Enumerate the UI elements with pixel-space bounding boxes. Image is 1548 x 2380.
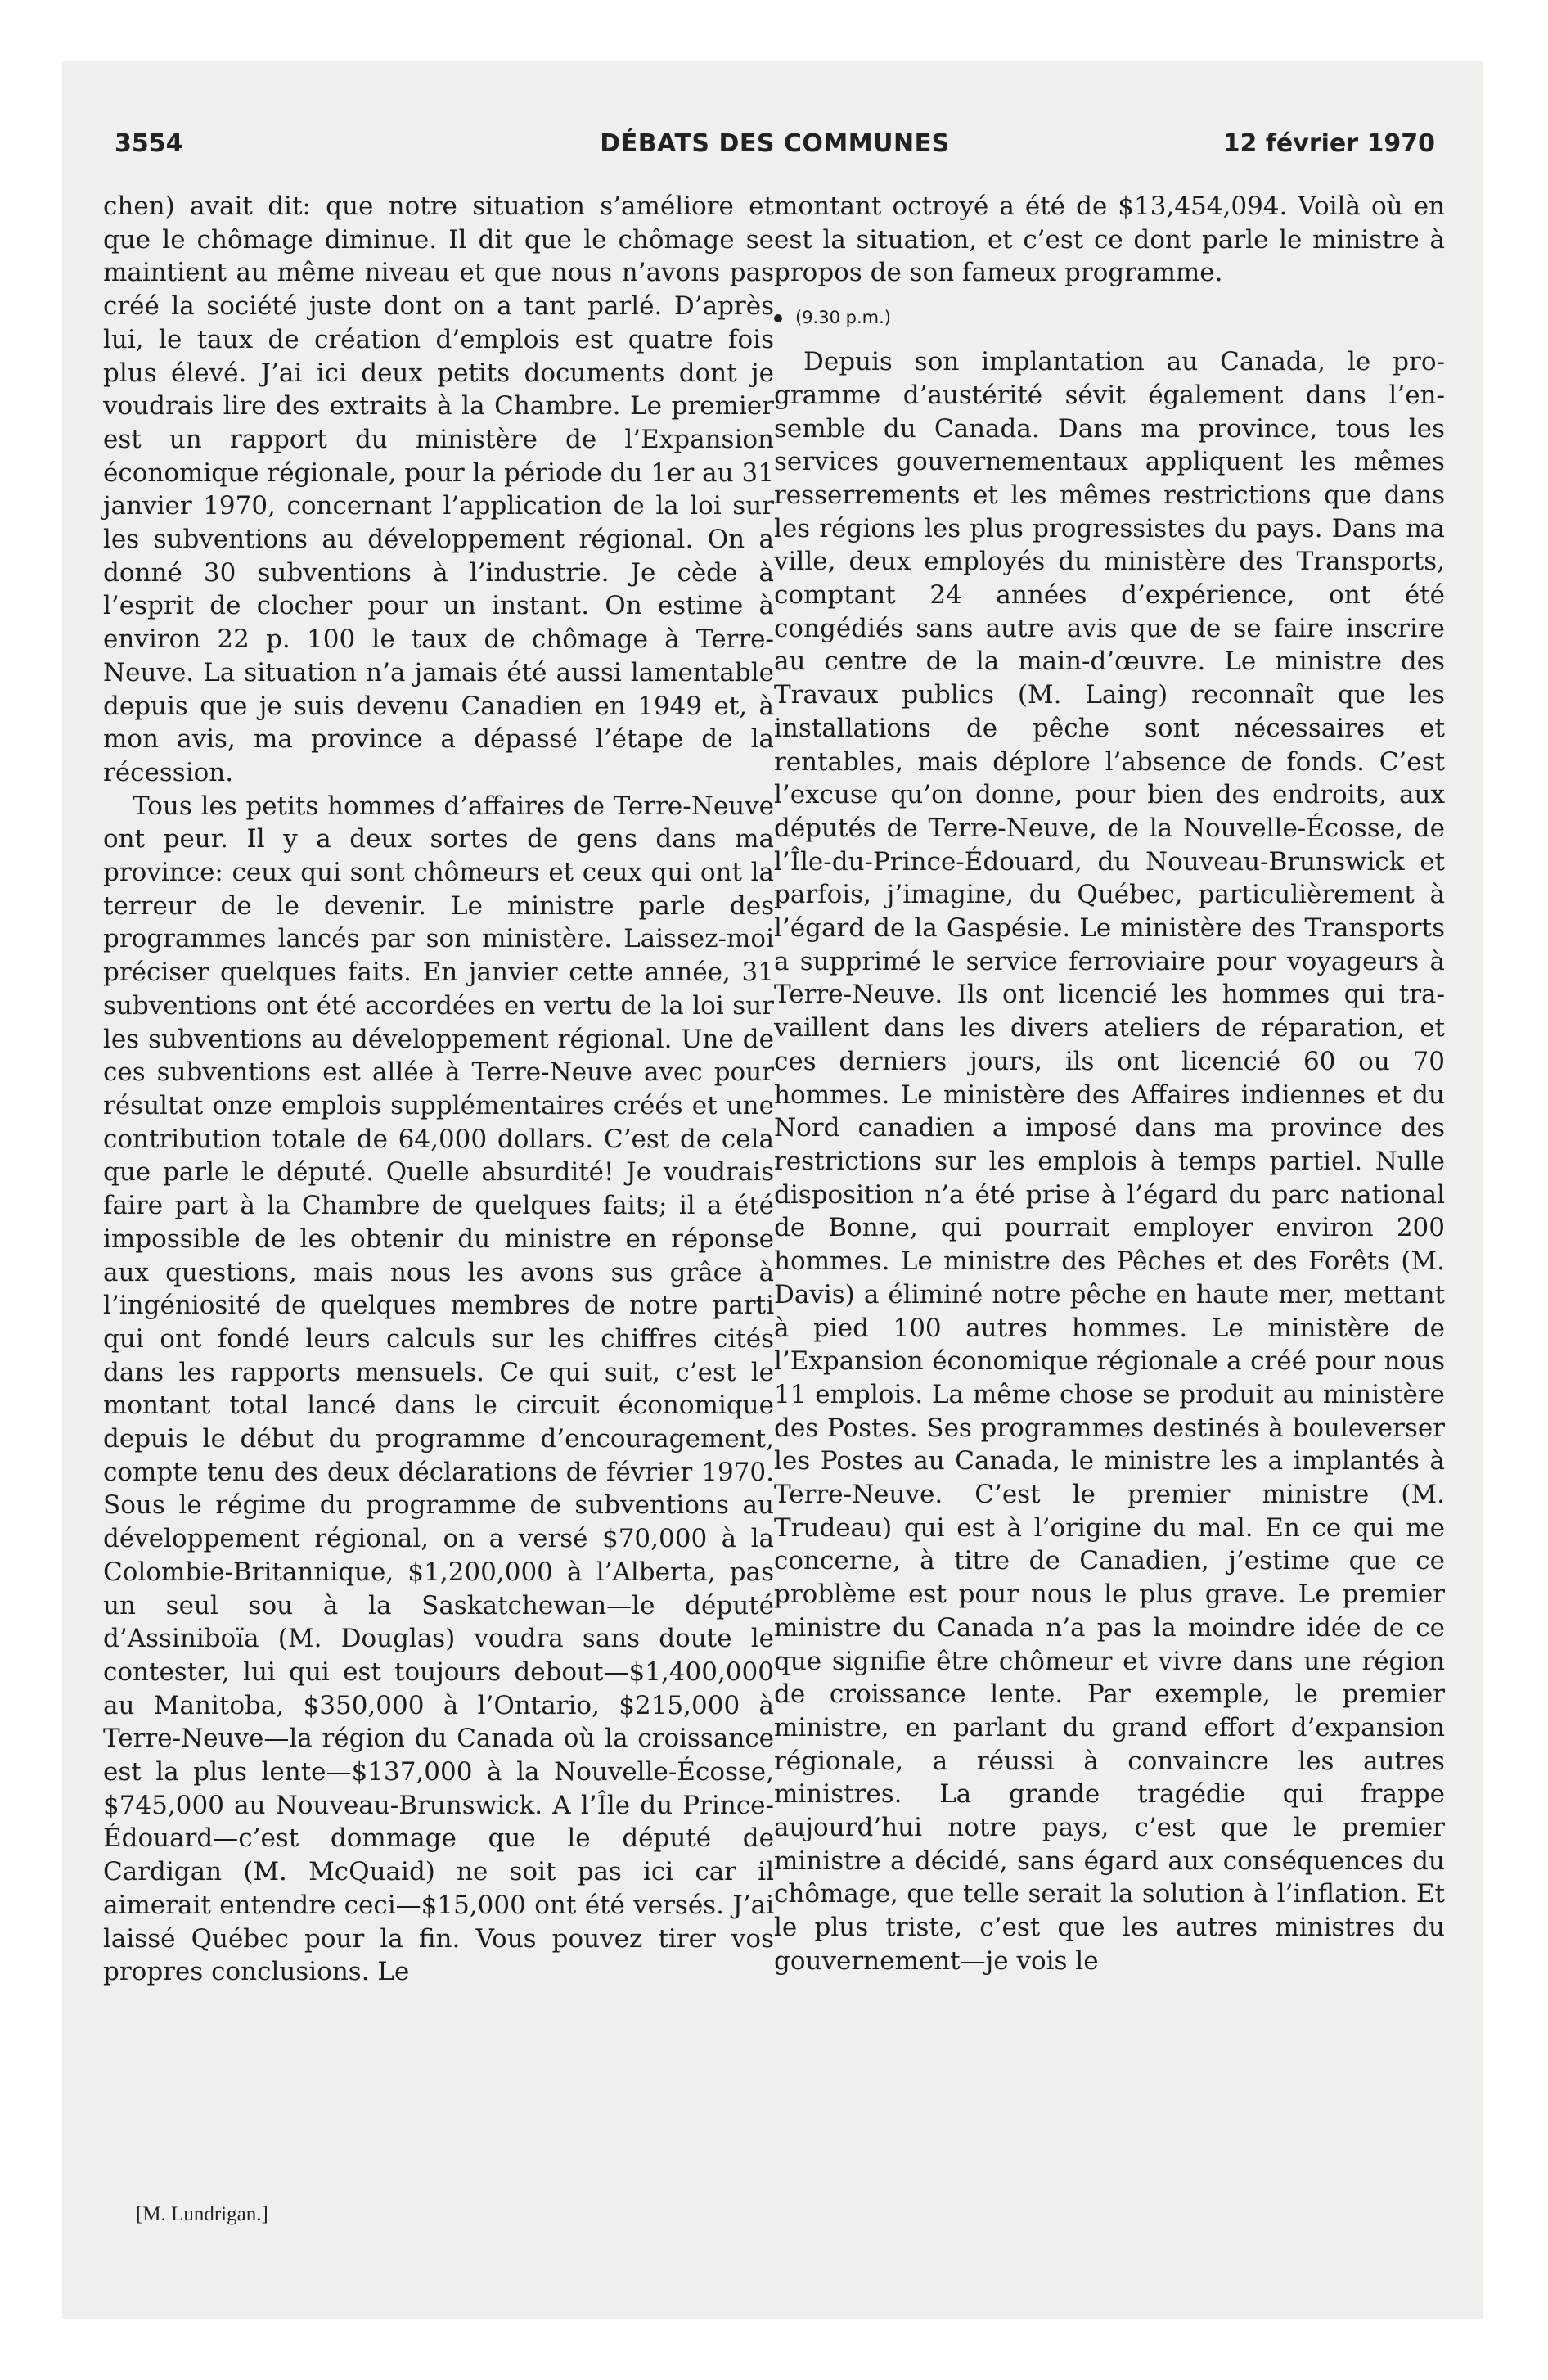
- time-stamp: (9.30 p.m.): [795, 308, 891, 328]
- right-paragraph-2: Depuis son implantation au Canada, le programme d’austérité sévit également dans l’ensemble du Canada. Dans ma province, tous les services gouvernementaux appliquent les mêmes resserrements et les mêmes restrictions que dans les régions les plus progressistes du pays. Dans ma ville, deux employés du ministère des Transports, comptant 24 années d’expérience, ont été congédiés sans autre avis que de se faire inscrire au centre de la main-d’œuvre. Le ministre des Travaux publics (M. Laing) reconnaît que les installations de pêche sont nécessaires et rentables, mais déplore l’absence de fonds. C’est l’excuse qu’on donne, pour bien des endroits, aux députés de Terre-Neuve, de la Nouvelle-Écosse, de l’Île-du-Prince-Édouard, du Nouveau-Brunswick et parfois, j’imagine, du Québec, particulièrement à l’égard de la Gaspésie. Le ministère des Transports a supprimé le service ferroviaire pour voyageurs à Terre-Neuve. Ils ont licencié les hommes qui travaillent dans les divers ateliers de réparation, et ces derniers jours, ils ont licencié 60 ou 70 hommes. Le ministère des Affaires indiennes et du Nord canadien a imposé dans ma province des restrictions sur les emplois à temps partiel. Nulle disposition n’a été prise à l’égard du parc national de Bonne, qui pourrait employer environ 200 hommes. Le ministre des Pêches et des Forêts (M. Davis) a éliminé notre pêche en haute mer, mettant à pied 100 autres hommes. Le ministère de l’Expansion économique régionale a créé pour nous 11 emplois. La même chose se produit au ministère des Postes. Ses programmes destinés à bouleverser les Postes au Canada, le ministre les a implantés à Terre-Neuve. C’est le premier ministre (M. Trudeau) qui est à l’origine du mal. En ce qui me concerne, à titre de Canadien, j’estime que ce problème est pour nous le plus grave. Le premier ministre du Canada n’a pas la moindre idée de ce que signifie être chômeur et vivre dans une région de croissance lente. Par exemple, le premier ministre, en parlant du grand effort d’expansion régionale, a réussi à convaincre les autres ministres. La grande tragédie qui frappe aujourd’hui notre pays, c’est que le premier ministre a décidé, sans égard aux conséquences du chômage, que telle serait la solution à l’inflation. Et le plus triste, c’est que les autres ministres du gouvernement—je vois le: [774, 347, 1445, 1976]
- left-column: [103, 190, 774, 1989]
- left-paragraph-1: chen) avait dit: que notre situation s’améliore et que le chômage diminue. Il dit que le chômage se maintient au même niveau et que nous n’avons pas créé la société juste dont on a tant parlé. D’après lui, le taux de création d’emplois est quatre fois plus élevé. J’ai ici deux petits documents dont je voudrais lire des extraits à la Chambre. Le premier est un rapport du ministère de l’Expansion économique régionale, pour la période du 1er au 31 janvier 1970, concernant l’application de la loi sur les subventions au développement régional. On a donné 30 subventions à l’industrie. Je cède à l’esprit de clocher pour un instant. On estime à environ 22 p. 100 le taux de chômage à Terre-Neuve. La situation n’a jamais été aussi lamentable depuis que je suis devenu Canadien en 1949 et, à mon avis, ma province a dépassé l’étape de la récession.: [103, 192, 774, 787]
- publication-title: DÉBATS DES COMMUNES: [600, 129, 950, 158]
- right-column: [774, 190, 1445, 1978]
- page-header: [115, 119, 1435, 169]
- speaker-attribution: [M. Lundrigan.]: [136, 2203, 268, 2225]
- left-paragraph-2: Tous les petits hommes d’affaires de Terre-Neuve ont peur. Il y a deux sortes de gens dans ma province: ceux qui sont chômeurs et ceux qui ont la terreur de le devenir. Le ministre parle des programmes lancés par son ministère. Laissez-moi préciser quelques faits. En janvier cette année, 31 subventions ont été accordées en vertu de la loi sur les subventions au développement régional. Une de ces subventions est allée à Terre-Neuve avec pour résultat onze emplois supplémentaires créés et une contribution totale de 64,000 dollars. C’est de cela que parle le député. Quelle absurdité! Je voudrais faire part à la Chambre de quelques faits; il a été impossible de les obtenir du ministre en réponse aux questions, mais nous les avons sus grâce à l’ingéniosité de quelques membres de notre parti qui ont fondé leurs calculs sur les chiffres cités dans les rapports mensuels. Ce qui suit, c’est le montant total lancé dans le circuit économique depuis le début du programme d’encouragement, compte tenu des deux déclarations de février 1970. Sous le régime du programme de subventions au développement régional, on a versé $70,000 à la Colombie-Britannique, $1,200,000 à l’Alberta, pas un seul sou à la Saskatchewan—le député d’Assiniboïa (M. Douglas) voudra sans doute le contester, lui qui est toujours debout—$1,400,000 au Manitoba, $350,000 à l’Ontario, $215,000 à Terre-Neuve—la région du Canada où la croissance est la plus lente—$137,000 à la Nouvelle-Écosse, $745,000 au Nouveau-Brunswick. A l’Île du Prince-Édouard—c’est dommage que le député de Cardigan (M. McQuaid) ne soit pas ici car il aimerait entendre ceci—$15,000 ont été versés. J’ai laissé Québec pour la fin. Vous pouvez tirer vos propres conclusions. Le: [103, 791, 774, 1987]
- page-number: 3554: [115, 129, 183, 158]
- page-date: 12 février 1970: [1222, 129, 1435, 158]
- bullet-icon: [774, 314, 782, 322]
- time-marker: [774, 301, 1445, 334]
- right-paragraph-1: montant octroyé a été de $13,454,094. Voilà où en est la situation, et c’est ce dont parle le ministre à propos de son fameux programme.: [774, 192, 1445, 288]
